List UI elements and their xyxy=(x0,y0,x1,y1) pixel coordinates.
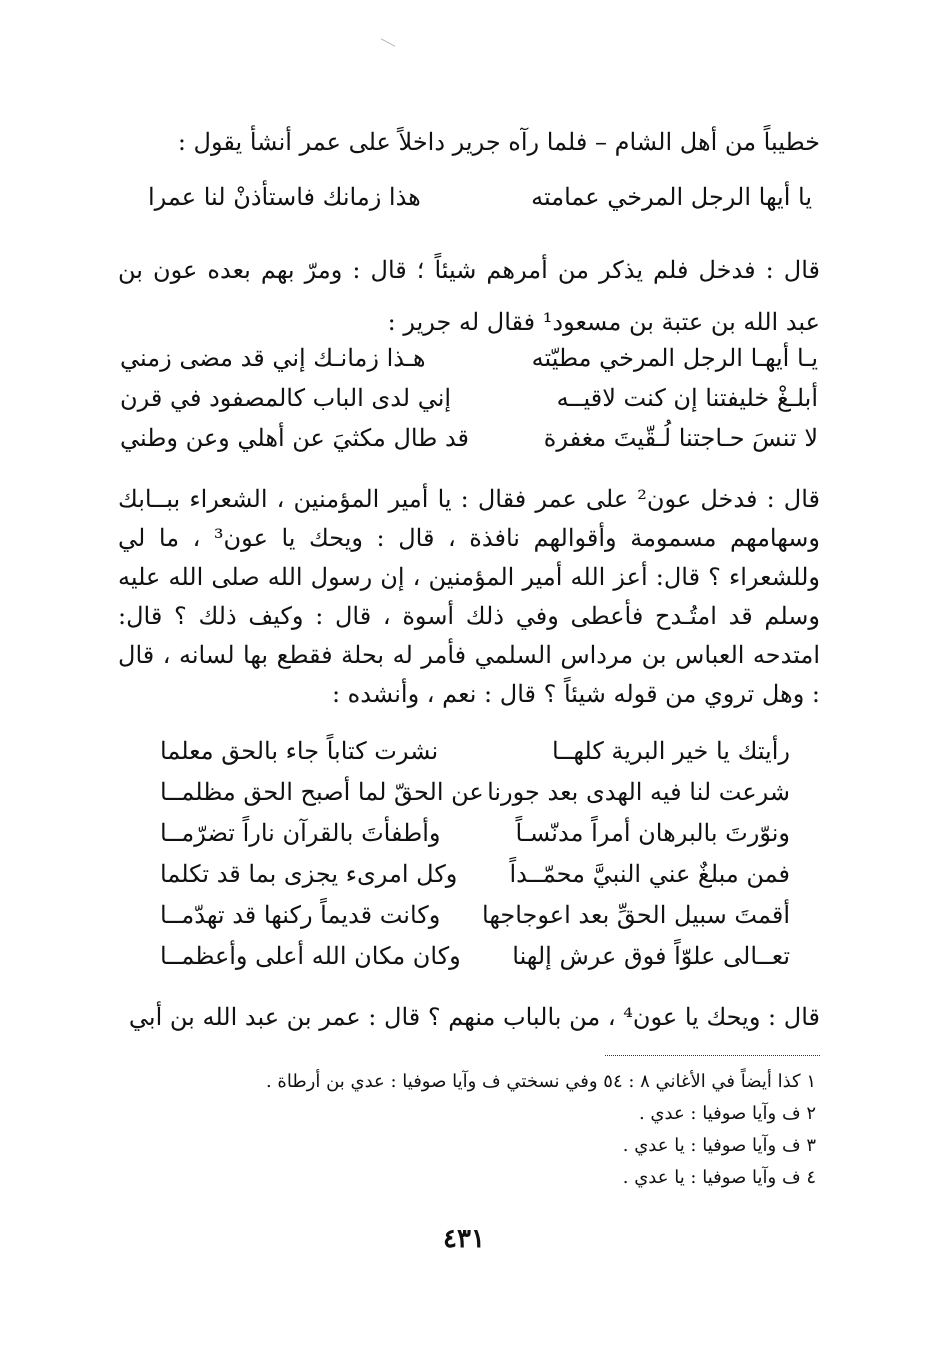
hemistich-first: لا تنسَ حـاجتنا لُـقّيتَ مغفرة xyxy=(543,424,818,452)
verse xyxy=(160,819,790,855)
hemistich-second: عن الحقّ لما أصبح الحق مظلمــا xyxy=(160,778,484,806)
scan-mark xyxy=(381,38,396,46)
hemistich-first: تعــالى علوّاً فوق عرش إلهنا xyxy=(512,942,790,970)
hemistich-first: ونوّرتَ بالبرهان أمراً مدنّسـاً xyxy=(515,819,790,847)
verse xyxy=(120,424,818,460)
verse xyxy=(160,778,790,814)
footnote: ٤ ف وآيا صوفيا : يا عدي . xyxy=(622,1167,816,1188)
footnote: ١ كذا أيضاً في الأغاني ٨ : ٥٤ وفي نسختي ف وآيا صوفيا : عدي بن أرطاة . xyxy=(265,1071,816,1092)
hemistich-first: فمن مبلغٌ عني النبيَّ محمّــداً xyxy=(509,860,790,888)
verse xyxy=(128,183,818,219)
hemistich-first: رأيتك يا خير البرية كلهــا xyxy=(551,737,790,765)
hemistich-first: يا أيها الرجل المرخي عمامته xyxy=(531,183,812,211)
hemistich-second: وكانت قديماً ركنها قد تهدّمــا xyxy=(160,901,441,929)
verse xyxy=(120,344,818,380)
verse xyxy=(160,860,790,896)
hemistich-second: إني لدى الباب كالمصفود في قرن xyxy=(120,384,452,412)
hemistich-second: هذا زمانك فاستأذنْ لنا عمرا xyxy=(148,183,421,211)
hemistich-second: هـذا زمانـك إني قد مضى زمني xyxy=(120,344,426,372)
hemistich-first: أقمتَ سبيل الحقِّ بعد اعوجاجها xyxy=(482,901,790,929)
opening-line: خطيباً من أهل الشام – فلما رآه جرير داخلاً على عمر أنشأ يقول : xyxy=(177,128,820,156)
footnote: ٣ ف وآيا صوفيا : يا عدي . xyxy=(622,1135,816,1156)
paragraph-1: قال : فدخل فلم يذكر من أمرهم شيئاً ؛ قال : ومرّ بهم بعده عون بن عبد الله بن عتبة بن مسعود¹ فقال له جرير : xyxy=(118,256,820,336)
verse xyxy=(160,737,790,773)
footnote-divider xyxy=(605,1055,820,1056)
hemistich-first: يـا أيهـا الرجل المرخي مطيّته xyxy=(531,344,818,372)
footnote: ٢ ف وآيا صوفيا : عدي . xyxy=(638,1103,816,1124)
hemistich-second: وكل امرىء يجزى بما قد تكلما xyxy=(160,860,458,888)
hemistich-first: شرعت لنا فيه الهدى بعد جورنا xyxy=(487,778,790,806)
hemistich-second: وكان مكان الله أعلى وأعظمــا xyxy=(160,942,461,970)
hemistich-second: قد طال مكثيَ عن أهلي وعن وطني xyxy=(120,424,470,452)
hemistich-second: نشرت كتاباً جاء بالحق معلما xyxy=(160,737,439,765)
hemistich-second: وأطفأتَ بالقرآن ناراً تضرّمــا xyxy=(160,819,441,847)
verse xyxy=(160,901,790,937)
verse xyxy=(160,942,790,978)
verse xyxy=(120,384,818,420)
closing-line: قال : ويحك يا عون⁴ ، من بالباب منهم ؟ قال : عمر بن عبد الله بن أبي xyxy=(128,1003,820,1031)
paragraph-2: قال : فدخل عون² على عمر فقال : يا أمير المؤمنين ، الشعراء ببــابك وسهامهم مسمومة وأقوالهم نافذة ، قال : ويحك يا عون³ ، ما لي وللشعراء ؟ قال: أعز الله أمير المؤمنين ، إن رسول الله صلى الله عليه وسلم قد امتُـدح فأعطى وفي ذلك أسوة ، قال : وكيف ذلك ؟ قال: امتدحه العباس بن مرداس السلمي فأمر له بحلة فقطع بها لسانه ، قال : وهل تروي من قوله شيئاً ؟ قال : نعم ، وأنشده : xyxy=(118,485,821,708)
page-number: ٤٣١ xyxy=(443,1224,485,1254)
hemistich-first: أبلـغْ خليفتنا إن كنت لاقيــه xyxy=(556,384,818,412)
